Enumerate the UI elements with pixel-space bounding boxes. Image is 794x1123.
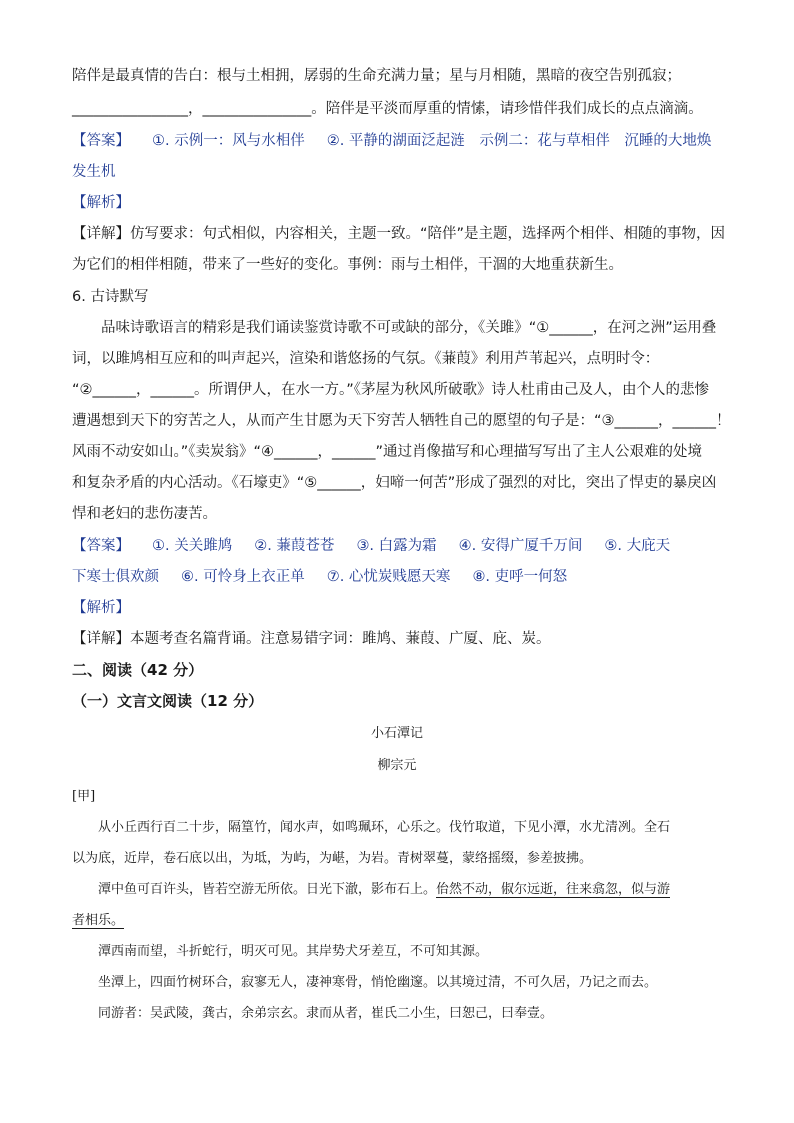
q5-answer-label: 【答案】 — [72, 133, 130, 149]
section-sub-heading: （一）文言文阅读（12 分） — [72, 692, 264, 710]
passage-p3: 潭西南而望，斗折蛇行，明灭可见。其岸势犬牙差互，不可知其源。 — [72, 944, 489, 959]
q5-answer-2: ②. 平静的湖面泛起涟 示例二：花与草相伴 沉睡的大地焕 — [326, 133, 712, 149]
q5-analysis-label: 【解析】 — [72, 195, 130, 211]
q6-answer-5: ⑤. 大庇天 — [604, 538, 671, 554]
q6-answer-6: ⑥. 可怜身上衣正单 — [181, 569, 305, 585]
q5-blank-2: _______________ — [202, 101, 312, 117]
q6-line-1: 品味诗歌语言的精彩是我们诵读鉴赏诗歌不可或缺的部分，《关雎》“①______，在河之洲”运用叠 — [72, 320, 717, 336]
q6-answer-4: ④. 安得广厦千万间 — [458, 538, 583, 554]
passage-p2-underlined: 佁然不动，俶尔远逝，往来翕忽，似与游 — [436, 882, 671, 897]
passage-p1-line2: 以为底，近岸，卷石底以出，为坻，为屿，为嵁，为岩。青树翠蔓，蒙络摇缀，参差披拂。 — [72, 851, 593, 866]
passage-title: 小石潭记 — [370, 726, 423, 741]
q6-line-7: 悍和老妇的悲伤凄苦。 — [72, 506, 217, 522]
q6-title: 6. 古诗默写 — [72, 289, 149, 305]
q5-answer-cont: 发生机 — [72, 164, 116, 180]
q6-answer-5-cont: 下寒士俱欢颜 — [72, 569, 159, 585]
q6-line-5: 风雨不动安如山。”《卖炭翁》“④______，______”通过肖像描写和心理描写写出了主人公艰难的处境 — [72, 444, 703, 460]
q6-line-6: 和复杂矛盾的内心活动。《石壕吏》“⑤______，妇啼一何苦”形成了强烈的对比，突出了悍吏的暴戾凶 — [72, 475, 717, 491]
passage-author: 柳宗元 — [377, 758, 417, 773]
section-heading: 二、阅读（42 分） — [72, 661, 204, 679]
passage-p2-line1 — [72, 880, 732, 900]
passage-marker: [甲] — [72, 789, 96, 804]
q5-detail-label: 【详解】 — [72, 226, 130, 242]
q6-detail-line — [72, 629, 732, 649]
q5-line2 — [72, 99, 732, 119]
passage-p2-underlined-cont: 者相乐。 — [72, 913, 125, 928]
q5-comma: ， — [188, 101, 203, 117]
q6-detail-label: 【详解】 — [72, 631, 130, 647]
q6-answer-3: ③. 白露为霜 — [356, 538, 437, 554]
q6-answer-2: ②. 蒹葭苍苍 — [254, 538, 335, 554]
q5-line1: 陪伴是最真情的告白：根与土相拥，孱弱的生命充满力量；星与月相随，黑暗的夜空告别孤寂； — [72, 68, 681, 84]
q5-blank-1: ________________ — [72, 101, 188, 117]
q5-answer-line — [72, 131, 732, 151]
q5-detail-line2: 为它们的相伴相随，带来了一些好的变化。事例：雨与土相伴，干涸的大地重获新生。 — [72, 257, 623, 273]
q6-line-4: 遭遇想到天下的穷苦之人，从而产生甘愿为天下穷苦人牺牲自己的愿望的句子是：“③______，______！ — [72, 413, 731, 429]
q6-line-2: 词，以雎鸠相互应和的叫声起兴，渲染和谐悠扬的气氛。《蒹葭》利用芦苇起兴，点明时令： — [72, 351, 660, 367]
q6-detail-text: 本题考查名篇背诵。注意易错字词：雎鸠、蒹葭、广厦、庇、炭。 — [130, 631, 551, 647]
passage-p2-line2 — [72, 911, 732, 931]
q6-answer-1: ①. 关关雎鸠 — [152, 538, 233, 554]
passage-p4: 坐潭上，四面竹树环合，寂寥无人，凄神寒骨，悄怆幽邃。以其境过清，不可久居，乃记之而去。 — [72, 975, 658, 990]
q5-detail-text-1: 仿写要求：句式相似，内容相关，主题一致。“陪伴”是主题，选择两个相伴、相随的事物，因 — [130, 226, 726, 242]
q5-detail-line1 — [72, 224, 732, 244]
q6-answer-label: 【答案】 — [72, 538, 130, 554]
q6-analysis-label: 【解析】 — [72, 600, 130, 616]
passage-p5: 同游者：吴武陵，龚古，余弟宗玄。隶而从者，崔氏二小生，曰恕己，曰奉壹。 — [72, 1006, 554, 1021]
passage-p2-text: 潭中鱼可百许头，皆若空游无所依。日光下澈，影布石上。 — [72, 882, 437, 897]
q5-line2-rest: 。陪伴是平淡而厚重的情愫，请珍惜伴我们成长的点点滴滴。 — [311, 101, 703, 117]
q6-answer-8: ⑧. 吏呼一何怒 — [472, 569, 568, 585]
q6-answer-7: ⑦. 心忧炭贱愿天寒 — [326, 569, 451, 585]
passage-p1-line1: 从小丘西行百二十步，隔篁竹，闻水声，如鸣珮环，心乐之。伐竹取道，下见小潭，水尤清冽。全石 — [72, 820, 671, 835]
q5-answer-1: ①. 示例一：风与水相伴 — [152, 133, 305, 149]
q6-answer-line-2 — [72, 567, 732, 587]
q6-line-3: “②______，______。所谓伊人，在水一方。”《茅屋为秋风所破歌》诗人杜甫由己及人，由个人的悲惨 — [72, 382, 710, 398]
q6-answer-line-1 — [72, 536, 732, 556]
